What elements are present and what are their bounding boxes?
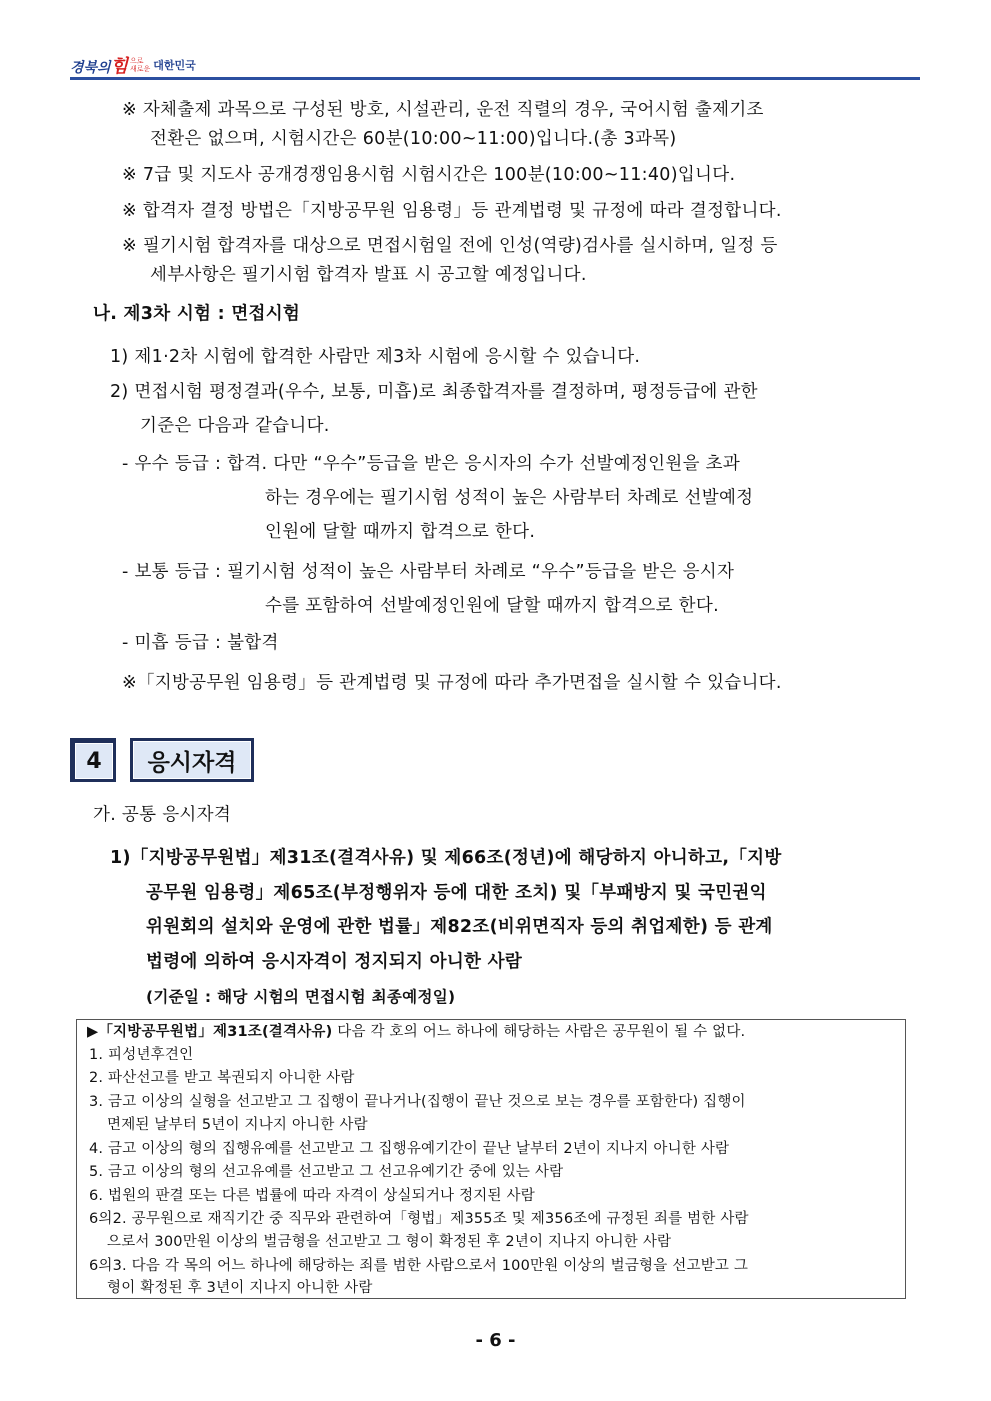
reference-date-note: (기준일 : 해당 시험의 면접시험 최종예정일): [146, 988, 456, 1006]
law-excerpt-box: [76, 1019, 906, 1299]
law-line: 6. 법원의 판결 또는 다른 법률에 따라 자격이 상실되거나 정지된 사람: [89, 1188, 535, 1204]
grade-line: - 우수 등급 : 합격. 다만 “우수”등급을 받은 응시자의 수가 선발예정인원을 초과: [122, 454, 741, 474]
grade-line: 수를 포함하여 선발예정인원에 달할 때까지 합격으로 한다.: [265, 596, 719, 616]
note-line: ※ 자체출제 과목으로 구성된 방호, 시설관리, 운전 직렬의 경우, 국어시험 출제기조: [122, 100, 764, 120]
grade-line: - 미흡 등급 : 불합격: [122, 633, 279, 653]
note-line: ※「지방공무원 임용령」등 관계법령 및 규정에 따라 추가면접을 실시할 수 있습니다.: [122, 673, 782, 693]
grade-line: 인원에 달할 때까지 합격으로 한다.: [265, 522, 536, 542]
section-number: 4: [75, 743, 113, 779]
note-line: 전환은 없으며, 시험시간은 60분(10:00~11:00)입니다.(총 3과목): [150, 129, 677, 149]
section-title-box: [130, 738, 254, 782]
gyeongbuk-logo: [70, 52, 196, 78]
law-line: 4. 금고 이상의 형의 집행유예를 선고받고 그 집행유예기간이 끝난 날부터 2년이 지나지 아니한 사람: [89, 1141, 730, 1157]
body-line: 2) 면접시험 평정결과(우수, 보통, 미흡)로 최종합격자를 결정하며, 평정등급에 관한: [110, 382, 758, 402]
law-line: 3. 금고 이상의 실형을 선고받고 그 집행이 끝나거나(집행이 끝난 것으로 보는 경우를 포함한다) 집행이: [89, 1094, 746, 1110]
law-line: 5. 금고 이상의 형의 선고유예를 선고받고 그 선고유예기간 중에 있는 사람: [89, 1164, 564, 1180]
body-line: 위원회의 설치와 운영에 관한 법률」제82조(비위면직자 등의 취업제한) 등 관계: [146, 917, 773, 937]
law-box-heading: ▶「지방공무원법」제31조(결격사유) 다음 각 호의 어느 하나에 해당하는 사람은 공무원이 될 수 없다.: [87, 1024, 746, 1040]
note-line: ※ 7급 및 지도사 공개경쟁임용시험 시험시간은 100분(10:00~11:40)입니다.: [122, 165, 736, 185]
section-title-eligibility: 응시자격: [133, 741, 251, 779]
header-divider: [70, 77, 920, 80]
grade-line: - 보통 등급 : 필기시험 성적이 높은 사람부터 차례로 “우수”등급을 받은 응시자: [122, 562, 735, 582]
body-line: 공무원 임용령」제65조(부정행위자 등에 대한 조치) 및「부패방지 및 국민권익: [146, 883, 767, 903]
body-line: 1) 제1·2차 시험에 합격한 사람만 제3차 시험에 응시할 수 있습니다.: [110, 347, 641, 367]
logo-script: 경북의힘: [70, 56, 128, 77]
section-title-interview: 나. 제3차 시험 : 면접시험: [93, 304, 301, 324]
law-line: 6의3. 다음 각 목의 어느 하나에 해당하는 죄를 범한 사람으로서 100만원 이상의 벌금형을 선고받고 그: [89, 1258, 749, 1274]
page-number: - 6 -: [475, 1330, 516, 1351]
grade-line: 하는 경우에는 필기시험 성적이 높은 사람부터 차례로 선발예정: [265, 488, 754, 508]
law-line: 2. 파산선고를 받고 복권되지 아니한 사람: [89, 1070, 355, 1086]
law-line: 6의2. 공무원으로 재직기간 중 직무와 관련하여「형법」제355조 및 제356조에 규정된 죄를 범한 사람: [89, 1211, 749, 1227]
logo-small-text: 으로 새로운: [129, 57, 151, 73]
page-header: [70, 50, 920, 84]
note-line: ※ 필기시험 합격자를 대상으로 면접시험일 전에 인성(역량)검사를 실시하며, 일정 등: [122, 236, 778, 256]
law-line: 형이 확정된 후 3년이 지나지 아니한 사람: [107, 1280, 373, 1296]
logo-brand: 대한민국: [153, 59, 196, 72]
law-line: 면제된 날부터 5년이 지나지 아니한 사람: [107, 1117, 368, 1133]
body-line: 기준은 다음과 같습니다.: [140, 416, 330, 436]
body-line: 1)「지방공무원법」제31조(결격사유) 및 제66조(정년)에 해당하지 아니하고,「지방: [110, 848, 782, 868]
note-line: 세부사항은 필기시험 합격자 발표 시 공고할 예정입니다.: [150, 265, 587, 285]
note-line: ※ 합격자 결정 방법은「지방공무원 임용령」등 관계법령 및 규정에 따라 결정합니다.: [122, 201, 782, 221]
subsection-title: 가. 공통 응시자격: [93, 805, 232, 825]
law-line: 으로서 300만원 이상의 벌금형을 선고받고 그 형이 확정된 후 2년이 지나지 아니한 사람: [107, 1234, 672, 1250]
law-line: 1. 피성년후견인: [89, 1047, 194, 1063]
section-number-box: [70, 738, 116, 782]
body-line: 법령에 의하여 응시자격이 정지되지 아니한 사람: [146, 952, 523, 972]
